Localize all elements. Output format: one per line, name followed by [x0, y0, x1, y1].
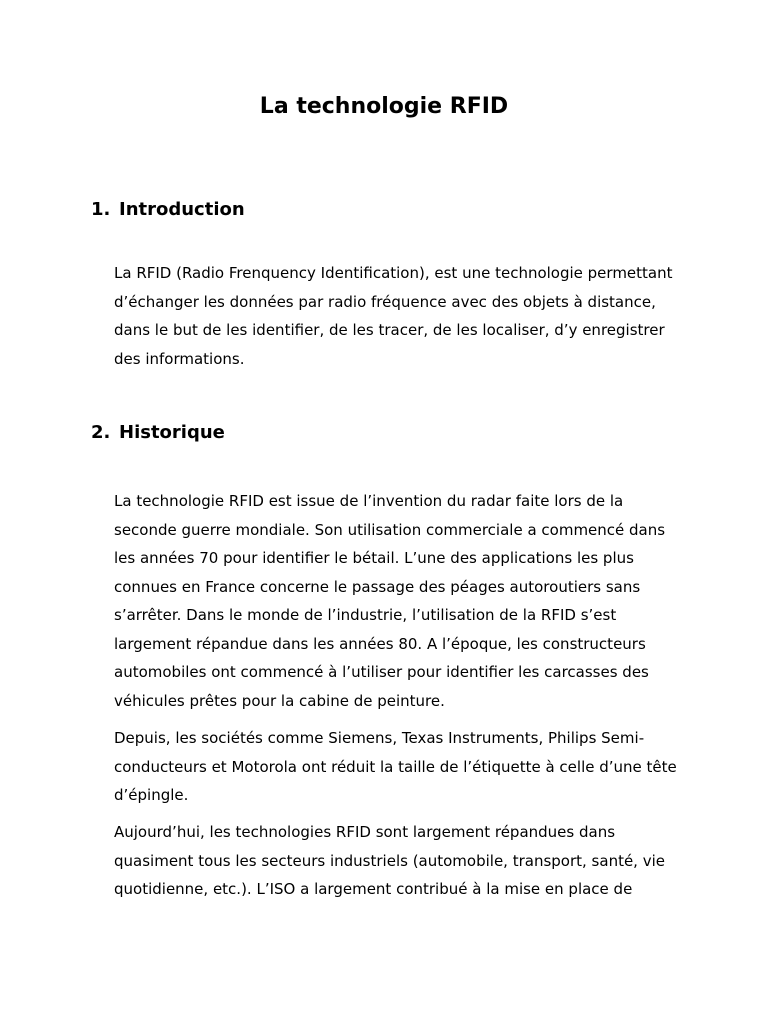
section-title: Introduction [119, 199, 245, 220]
section-number: 2. [91, 422, 111, 443]
section-heading-introduction [91, 198, 245, 222]
section-heading-historique [91, 421, 225, 445]
paragraph-introduction: La RFID (Radio Frenquency Identification), est une technologie permettant d’échanger les données par radio fréquence avec des objets à distance, dans le but de les identifier, de les tracer, de les localiser, d’y enregistrer des informations. [114, 264, 673, 368]
paragraph-historique-3: Aujourd’hui, les technologies RFID sont largement répandues dans quasiment tous les secteurs industriels (automobile, transport, santé, vie quotidienne, etc.). L’ISO a largement contribué à la mise en place de [114, 823, 665, 898]
section-title: Historique [119, 422, 225, 443]
paragraph-historique-1: La technologie RFID est issue de l’invention du radar faite lors de la seconde guerre mondiale. Son utilisation commerciale a commencé dans les années 70 pour identifier le bétail. L’une des applications les plus connues en France concerne le passage des péages autoroutiers sans s’arrêter. Dans le monde de l’industrie, l’utilisation de la RFID s’est largement répandue dans les années 80. A l’époque, les constructeurs automobiles ont commencé à l’utiliser pour identifier les carcasses des véhicules prêtes pour la cabine de peinture. [114, 492, 666, 710]
document-title: La technologie RFID [259, 94, 509, 119]
paragraph-historique-2: Depuis, les sociétés comme Siemens, Texas Instruments, Philips Semi-conducteurs et Motorola ont réduit la taille de l’étiquette à celle d’une tête d’épingle. [114, 729, 677, 804]
section-number: 1. [91, 199, 111, 220]
